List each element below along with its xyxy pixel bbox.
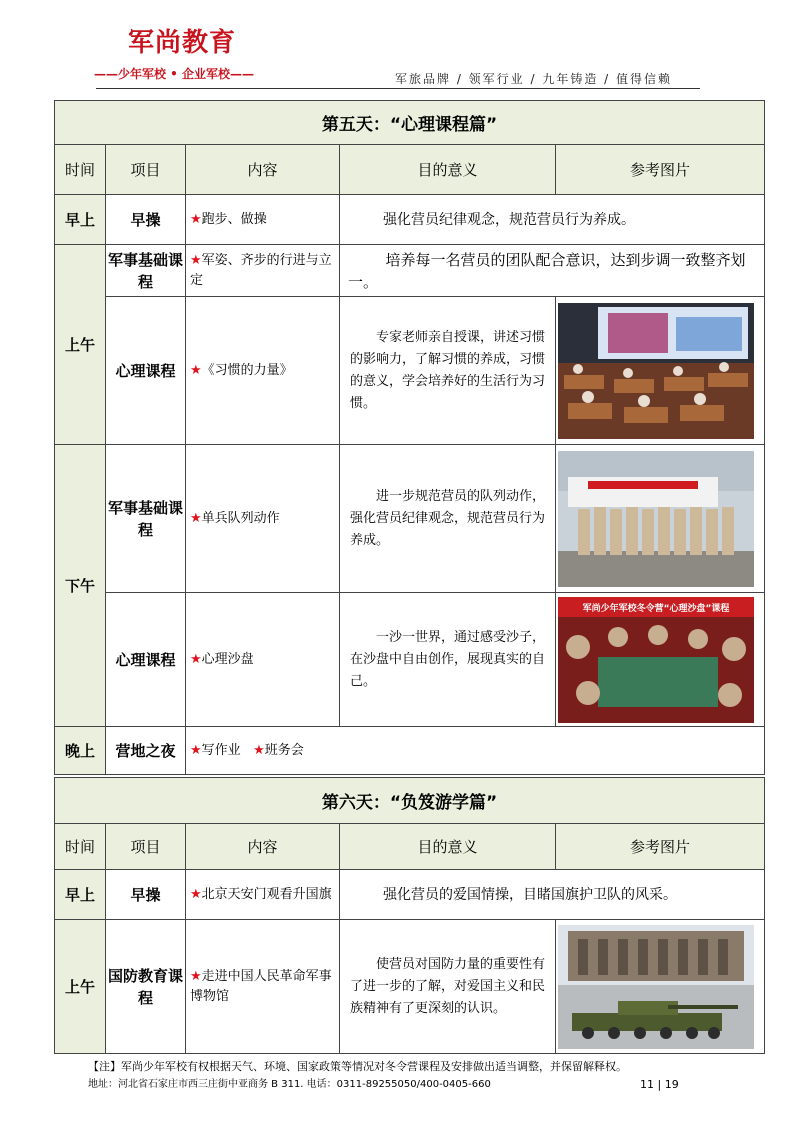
content-cell — [186, 920, 340, 1054]
content-text: 写作业 — [201, 742, 241, 758]
table-row — [55, 245, 765, 297]
table-row — [55, 195, 765, 245]
purpose-cell: 一沙一世界，通过感受沙子，在沙盘中自由创作，展现真实的自己。 — [340, 593, 556, 727]
table-row — [55, 593, 765, 727]
sandplay-photo — [558, 597, 754, 723]
day5-title: 第五天：“心理课程篇” — [55, 101, 765, 145]
drill-group-photo — [558, 451, 754, 587]
time-cell: 上午 — [55, 245, 106, 445]
col-purpose: 目的意义 — [340, 145, 556, 195]
content-text: 班务会 — [264, 742, 304, 758]
museum-photo — [558, 925, 754, 1049]
table-row — [55, 920, 765, 1054]
content-text: 心理沙盘 — [201, 651, 254, 667]
project-cell: 营地之夜 — [106, 727, 186, 775]
col-project: 项目 — [106, 824, 186, 870]
footer-address: 地址：河北省石家庄市西三庄街中亚商务 B 311. 电话：0311-89255050/400-0405-660 — [88, 1079, 491, 1090]
content-text: 跑步、做操 — [201, 211, 267, 227]
col-time: 时间 — [55, 824, 106, 870]
header-slogan: 军旅品牌 / 领军行业 / 九年铸造 / 值得信赖 — [395, 72, 673, 86]
content-cell — [186, 870, 340, 920]
image-cell — [556, 445, 765, 593]
day6-title: 第六天：“负笈游学篇” — [55, 778, 765, 824]
time-cell: 早上 — [55, 870, 106, 920]
table-row — [55, 727, 765, 775]
purpose-cell: 强化营员的爱国情操，目睹国旗护卫队的风采。 — [340, 870, 765, 920]
content-text: 军姿、齐步的行进与立定 — [190, 252, 332, 288]
project-cell: 军事基础课程 — [106, 245, 186, 297]
content-text: 北京天安门观看升国旗 — [201, 886, 332, 902]
image-cell — [556, 920, 765, 1054]
content-cell — [186, 195, 340, 245]
page-number: 11 | 19 — [640, 1078, 679, 1091]
project-cell: 早操 — [106, 870, 186, 920]
star-icon: ★ — [190, 651, 202, 667]
content-cell — [186, 297, 340, 445]
time-cell: 下午 — [55, 445, 106, 727]
star-icon: ★ — [190, 968, 202, 984]
star-icon: ★ — [190, 252, 202, 268]
star-icon: ★ — [190, 742, 202, 758]
day6-schedule-table — [54, 777, 765, 1054]
star-icon: ★ — [190, 211, 202, 227]
content-cell — [186, 727, 765, 775]
time-cell: 上午 — [55, 920, 106, 1054]
time-cell: 早上 — [55, 195, 106, 245]
header-rule — [96, 88, 700, 89]
col-content: 内容 — [186, 824, 340, 870]
photo-banner-text: 军尚少年军校冬令营“心理沙盘”课程 — [582, 603, 730, 614]
star-icon: ★ — [190, 362, 202, 378]
project-cell: 军事基础课程 — [106, 445, 186, 593]
table-row — [55, 445, 765, 593]
col-image: 参考图片 — [556, 824, 765, 870]
project-cell: 国防教育课程 — [106, 920, 186, 1054]
image-cell — [556, 297, 765, 445]
classroom-photo — [558, 303, 754, 439]
footnote: 【注】军尚少年军校有权根据天气、环境、国家政策等情况对冬令营课程及安排做出适当调整，并保留解释权。 — [88, 1060, 627, 1073]
col-project: 项目 — [106, 145, 186, 195]
content-cell — [186, 245, 340, 297]
content-text: 单兵队列动作 — [201, 510, 280, 526]
star-icon: ★ — [190, 510, 202, 526]
content-text: 《习惯的力量》 — [201, 362, 293, 378]
col-purpose: 目的意义 — [340, 824, 556, 870]
time-cell: 晚上 — [55, 727, 106, 775]
project-cell: 心理课程 — [106, 593, 186, 727]
image-cell — [556, 593, 765, 727]
table-row — [55, 297, 765, 445]
col-image: 参考图片 — [556, 145, 765, 195]
brand-logo: 军尚教育 — [128, 28, 237, 58]
purpose-cell: 使营员对国防力量的重要性有了进一步的了解，对爱国主义和民族精神有了更深刻的认识。 — [340, 920, 556, 1054]
content-cell — [186, 593, 340, 727]
purpose-cell: 进一步规范营员的队列动作，强化营员纪律观念，规范营员行为养成。 — [340, 445, 556, 593]
day5-schedule-table — [54, 100, 765, 775]
table-row — [55, 870, 765, 920]
content-cell — [186, 445, 340, 593]
star-icon: ★ — [253, 742, 265, 758]
day5-column-header-row — [55, 145, 765, 195]
star-icon: ★ — [190, 886, 202, 902]
day6-column-header-row — [55, 824, 765, 870]
project-cell: 早操 — [106, 195, 186, 245]
content-text: 走进中国人民革命军事博物馆 — [190, 968, 332, 1004]
purpose-cell: 专家老师亲自授课，讲述习惯的影响力，了解习惯的养成，习惯的意义，学会培养好的生活行为习惯。 — [340, 297, 556, 445]
brand-tagline: ——少年军校 • 企业军校—— — [94, 67, 255, 81]
col-content: 内容 — [186, 145, 340, 195]
purpose-cell: 强化营员纪律观念，规范营员行为养成。 — [340, 195, 765, 245]
col-time: 时间 — [55, 145, 106, 195]
purpose-cell: 培养每一名营员的团队配合意识，达到步调一致整齐划一。 — [340, 245, 765, 297]
project-cell: 心理课程 — [106, 297, 186, 445]
